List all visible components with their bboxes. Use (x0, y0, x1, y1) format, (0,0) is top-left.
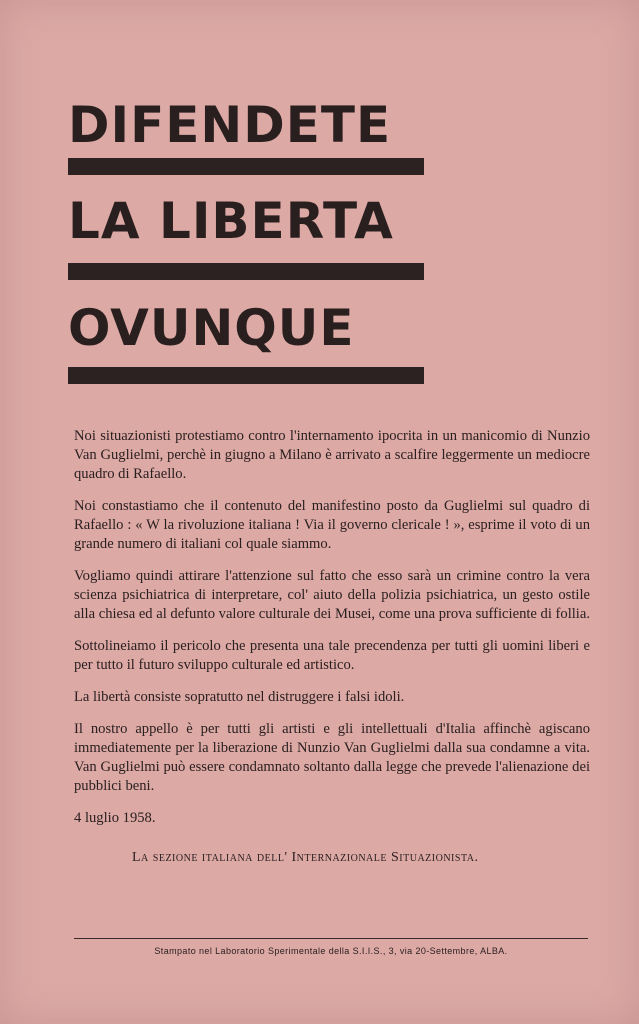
paragraph-attention: Vogliamo quindi attirare l'attenzione sul fatto che esso sarà un crimine contro la vera scienza psichiatrica di interpretare, col' aiuto della polizia psichiatrica, un gesto ostile alla chiesa ed al defunto valore culturale dei Musei, come una prova sufficiente di follia. (74, 568, 590, 622)
headline-line-2: LA LIBERTA (68, 192, 394, 250)
date-line: 4 luglio 1958. (74, 810, 156, 826)
paragraph-danger: Sottolineiamo il pericolo che presenta una tale precendenza per tutti gli uomini liberi e per tutto il futuro sviluppo culturale ed artistico. (74, 638, 590, 673)
signature: La sezione italiana dell' Internazionale Situazionista. (132, 850, 479, 865)
printer-footer: Stampato nel Laboratorio Sperimentale della S.I.I.S., 3, via 20-Settembre, ALBA. (154, 946, 508, 956)
footer-rule (74, 938, 588, 939)
headline-line-3: OVUNQUE (68, 299, 355, 357)
headline-line-1: DIFENDETE (68, 96, 392, 154)
headline-bar-1 (68, 158, 424, 175)
manifesto-body (74, 427, 590, 841)
headline-bar-2 (68, 263, 424, 280)
paragraph-appeal: Il nostro appello è per tutti gli artisti e gli intellettuali d'Italia affinchè agiscano immediatemente per la liberazione di Nunzio Van Guglielmi dalla sua condamne a vita. Van Guglielmi può essere condamnato soltanto dalla legge che prevede l'alienazione dei pubblici beni. (74, 721, 590, 794)
paragraph-protest: Noi situazionisti protestiamo contro l'internamento ipocrita in un manicomio di Nunzio Van Guglielmi, perchè in giugno a Milano è arrivato a scalfire leggermente un mediocre quadro di Rafaello. (74, 428, 590, 482)
paragraph-liberty: La libertà consiste sopratutto nel distruggere i falsi idoli. (74, 689, 405, 705)
headline-bar-3 (68, 367, 424, 384)
paragraph-manifestino: Noi constastiamo che il contenuto del manifestino posto da Guglielmi sul quadro di Rafaello : « W la rivoluzione italiana ! Via il governo clericale ! », esprime il voto di un grande numero di italiani col quale siammo. (74, 498, 590, 552)
